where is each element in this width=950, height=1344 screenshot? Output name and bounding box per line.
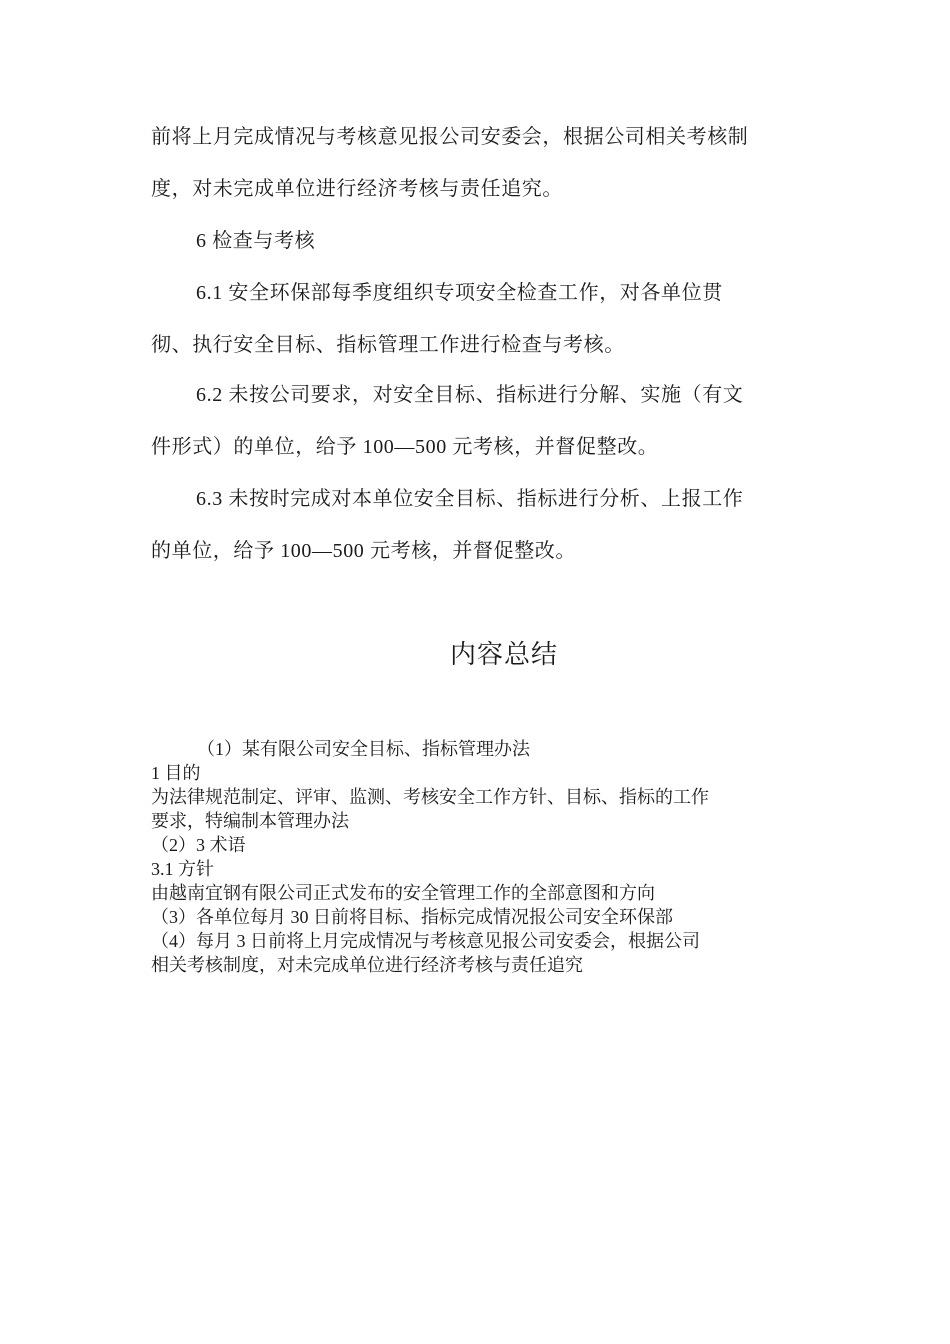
body-paragraph-line: 彻、执行安全目标、指标管理工作进行检查与考核。: [151, 334, 625, 356]
summary-line: 由越南宜钢有限公司正式发布的安全管理工作的全部意图和方向: [151, 883, 655, 903]
summary-line: 要求，特编制本管理办法: [151, 811, 349, 831]
body-paragraph-line: 6.3 未按时完成对本单位安全目标、指标进行分析、上报工作: [196, 488, 744, 510]
summary-line: （3）各单位每月 30 日前将目标、指标完成情况报公司安全环保部: [151, 907, 673, 927]
body-paragraph-line: 前将上月完成情况与考核意见报公司安委会，根据公司相关考核制: [151, 126, 749, 148]
summary-line: 相关考核制度，对未完成单位进行经济考核与责任追究: [151, 955, 583, 975]
body-paragraph-line: 件形式）的单位，给予 100—500 元考核，并督促整改。: [151, 436, 659, 458]
summary-line: （1）某有限公司安全目标、指标管理办法: [197, 739, 530, 759]
summary-line: 3.1 方针: [151, 859, 214, 879]
body-paragraph-line: 6.1 安全环保部每季度组织专项安全检查工作，对各单位贯: [196, 282, 723, 304]
body-paragraph-line: 6.2 未按公司要求，对安全目标、指标进行分解、实施（有文: [196, 384, 744, 406]
summary-line: 为法律规范制定、评审、监测、考核安全工作方针、目标、指标的工作: [151, 787, 709, 807]
summary-line: 1 目的: [151, 763, 201, 783]
section-heading: 6 检查与考核: [196, 230, 316, 252]
summary-line: （4）每月 3 日前将上月完成情况与考核意见报公司安委会，根据公司: [151, 931, 700, 951]
summary-title: 内容总结: [449, 640, 558, 669]
body-paragraph-line: 度，对未完成单位进行经济考核与责任追究。: [151, 178, 563, 200]
body-paragraph-line: 的单位，给予 100—500 元考核，并督促整改。: [151, 540, 576, 562]
summary-line: （2）3 术语: [151, 835, 246, 855]
